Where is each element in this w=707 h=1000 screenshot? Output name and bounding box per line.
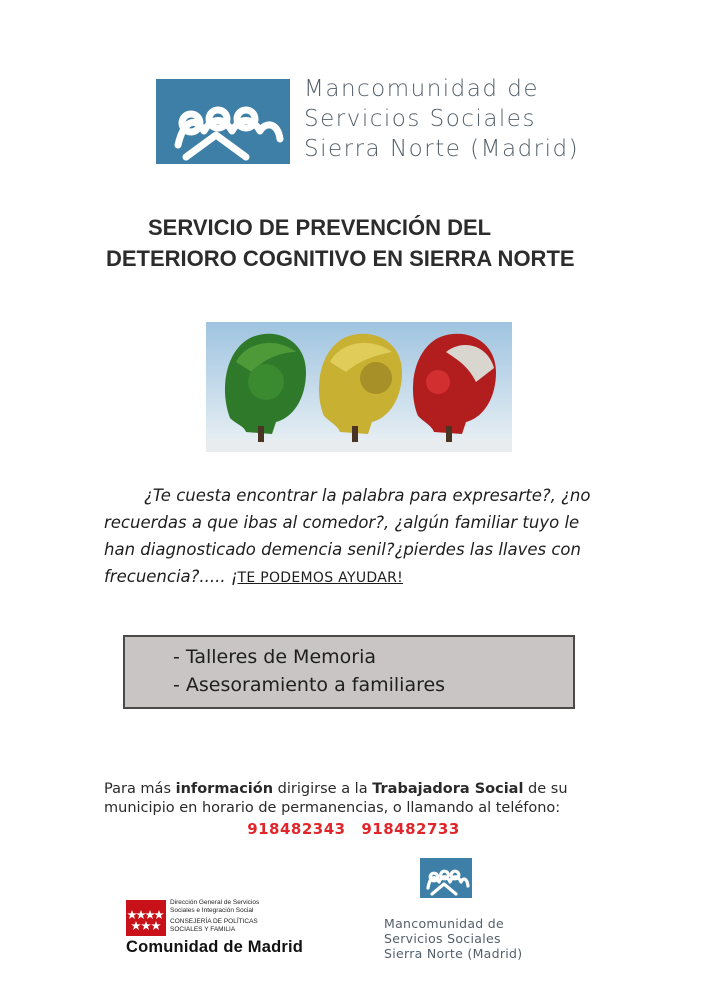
mancomunidad-small-logo: [420, 858, 472, 898]
logo-figures-icon: [156, 79, 290, 164]
footer-org-name: [384, 916, 522, 961]
header-org-line1: Mancomunidad de: [304, 76, 540, 102]
cm-line1: Dirección General de Servicios: [170, 899, 260, 906]
footer-org-line2: Servicios Sociales: [384, 931, 501, 946]
service-item-memory: - Talleres de Memoria: [173, 646, 377, 668]
contact-line1: [104, 780, 604, 799]
phone-numbers: [0, 820, 707, 838]
logo-figures-small-icon: [420, 858, 472, 898]
contact-line2: municipio en horario de permanencias, o llamando al teléfono:: [104, 800, 561, 816]
stars-icon: [126, 900, 166, 936]
contact-social-worker: Trabajadora Social: [372, 781, 524, 797]
cm-line3: CONSEJERÍA DE POLÍTICAS: [170, 918, 258, 925]
help-callout: TE PODEMOS AYUDAR!: [237, 570, 404, 586]
comunidad-madrid-name: Comunidad de Madrid: [126, 938, 304, 956]
consejeria-text: [170, 899, 259, 934]
tree-heads-image: [206, 322, 512, 452]
title-line1: SERVICIO DE PREVENCIÓN DEL: [148, 215, 492, 240]
cm-line2: Sociales e Integración Social: [170, 907, 254, 914]
question-paragraph: [104, 482, 604, 592]
header-org-line2: Servicios Sociales: [304, 106, 536, 132]
question-text: ¿Te cuesta encontrar la palabra para expresarte?, ¿no recuerdas a que ibas al comedor?, ¿algún familiar tuyo le han diagnosticado demencia senil?¿pierdes las llaves con frecuencia?..... ¡: [104, 486, 591, 586]
header-org-name: [304, 74, 579, 164]
phone-number-2[interactable]: 918482733: [361, 820, 460, 838]
contact-pre: Para más: [104, 781, 176, 797]
title-line2: DETERIORO COGNITIVO EN SIERRA NORTE: [106, 246, 575, 271]
header-org-line3: Sierra Norte (Madrid): [304, 136, 580, 162]
contact-info-word: información: [175, 781, 274, 797]
page-title: [106, 212, 646, 274]
service-item-family: - Asesoramiento a familiares: [173, 674, 446, 696]
phone-number-1[interactable]: 918482343: [247, 820, 346, 838]
footer-org-line1: Mancomunidad de: [384, 916, 505, 931]
cm-line4: SOCIALES Y FAMILIA: [170, 926, 236, 933]
contact-post: de su: [523, 781, 568, 797]
comunidad-madrid-flag: [126, 900, 166, 936]
contact-info: [104, 780, 604, 818]
services-box: [123, 635, 575, 709]
mancomunidad-logo: [156, 79, 290, 164]
contact-mid: dirigirse a la: [273, 781, 373, 797]
footer-org-line3: Sierra Norte (Madrid): [384, 946, 523, 961]
